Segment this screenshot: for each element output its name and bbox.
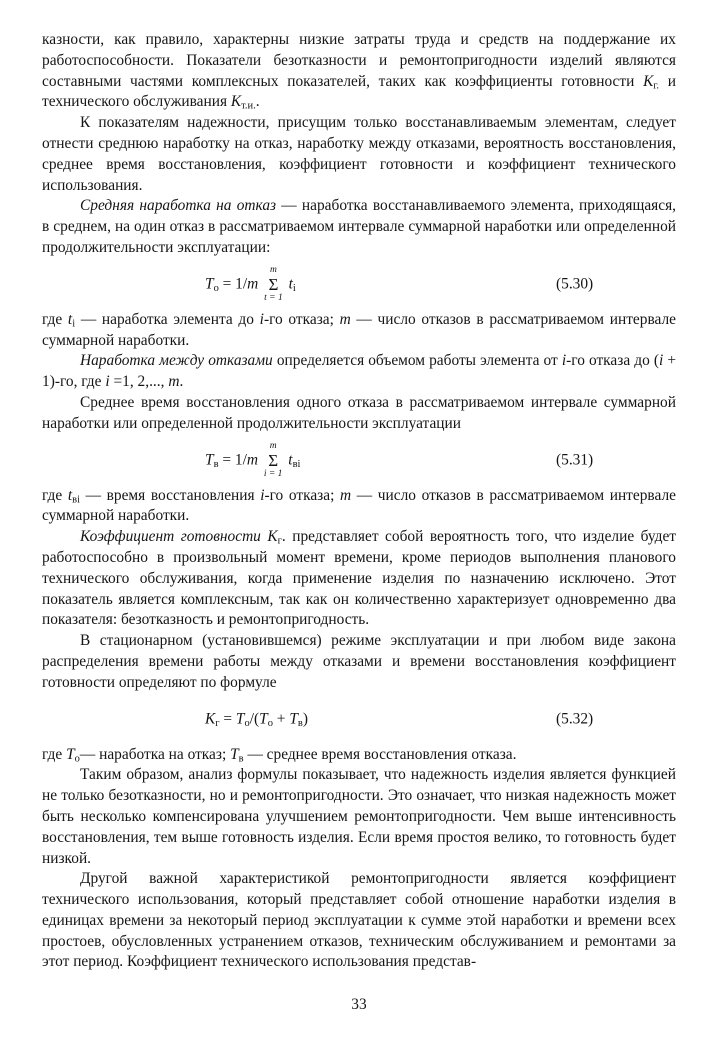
paragraph: В стационарном (установившемся) режиме эксплуатации и при любом виде закона распределения времени работы между отказами и времени восстановления коэффициент готовности определяют по формуле — [42, 632, 676, 691]
equation-number: (5.31) — [556, 451, 594, 469]
paragraph: К показателям надежности, присущим только восстанавливаемым элементам, следует отнести среднюю наработку на отказ, наработку между отказами, вероятность восстановления, среднее время восстановления, коэффициент готовности и коэффициент технического использования. — [42, 114, 676, 194]
paragraph: Наработка между отказами определяется объемом работы элемента от i-го отказа до (i + 1)-го, где i =1, 2,..., m. — [42, 352, 677, 391]
paragraph: Средняя наработка на отказ — наработка восстанавливаемого элемента, приходящаяся, в среднем, на один отказ в рассматриваемом интервале суммарной наработки или определенной продолжительности эксплуатации: — [42, 197, 676, 256]
paragraph: где $Т_о—$ наработка на отказ; $Т_в$ — среднее время восстановления отказа. — [42, 745, 517, 765]
paragraph: казности, как правило, характерны низкие затраты труда и средств на поддержание их работоспособности. Показатели безотказности и ремонтопригодности изделий являются составными частями комплексных показателей, таких как коэффициенты готовности $К_{г.}$ и технического обслуживания $К_{т.и.}$. — [42, 31, 676, 112]
formula: $Т_в = 1/m$ m Σ i = 1 $t_{вi}$ — [205, 440, 301, 480]
paragraph: Среднее время восстановления одного отказа в рассматриваемом интервале суммарной наработки или определенной продолжительности эксплуатации — [42, 393, 676, 432]
document-body — [42, 30, 676, 973]
page-number: 33 — [351, 996, 367, 1014]
formula-row — [42, 700, 676, 740]
equation-number: (5.32) — [556, 710, 594, 728]
paragraph: Таким образом, анализ формулы показывает, что надежность изделия является функцией не только безотказности, но и ремонтопригодности. Это означает, что низкая надежность может быть несколько компенсирована улучшением ремонтопригодности. Чем выше интенсивность восстановления, тем выше готовность изделия. Если время простоя велико, то готовность будет низкой. — [42, 766, 676, 867]
summation-symbol: m Σ i = 1 — [263, 440, 283, 480]
equation-number: (5.30) — [556, 275, 594, 293]
formula: $Т_о = 1/m$ m Σ t = 1 $t_i$ — [205, 264, 296, 304]
formula-row — [42, 265, 676, 305]
paragraph: где $t_{вi}$ — время восстановления i-го отказа; m — число отказов в рассматриваемом интервале суммарной наработки. — [42, 486, 676, 525]
formula-row — [42, 441, 676, 481]
formula: $К_г = Т_о/(Т_о + Т_в)$ — [205, 710, 308, 729]
paragraph: Другой важной характеристикой ремонтопригодности является коэффициент технического использования, который представляет собой отношение наработки изделия в единицах времени за некоторый период эксплуатации к сумме этой наработки и времени всех простоев, обусловленных устранением отказов, техническим обслуживанием и ремонтами за этот период. Коэффициент технического использования представ- — [42, 870, 676, 971]
paragraph: где $t_i$ — наработка элемента до i-го отказа; m — число отказов в рассматриваемом интервале суммарной наработки. — [42, 310, 676, 349]
paragraph: Коэффициент готовности $К_г$. представляет собой вероятность того, что изделие будет работоспособно в произвольный момент времени, кроме периодов выполнения планового технического обслуживания, когда применение изделия по назначению исключено. Этот показатель является комплексным, так как он количественно характеризует одновременно два показателя: безотказность и ремонтопригодность. — [42, 528, 676, 629]
summation-symbol: m Σ t = 1 — [264, 264, 283, 304]
page-footer — [42, 995, 676, 1016]
